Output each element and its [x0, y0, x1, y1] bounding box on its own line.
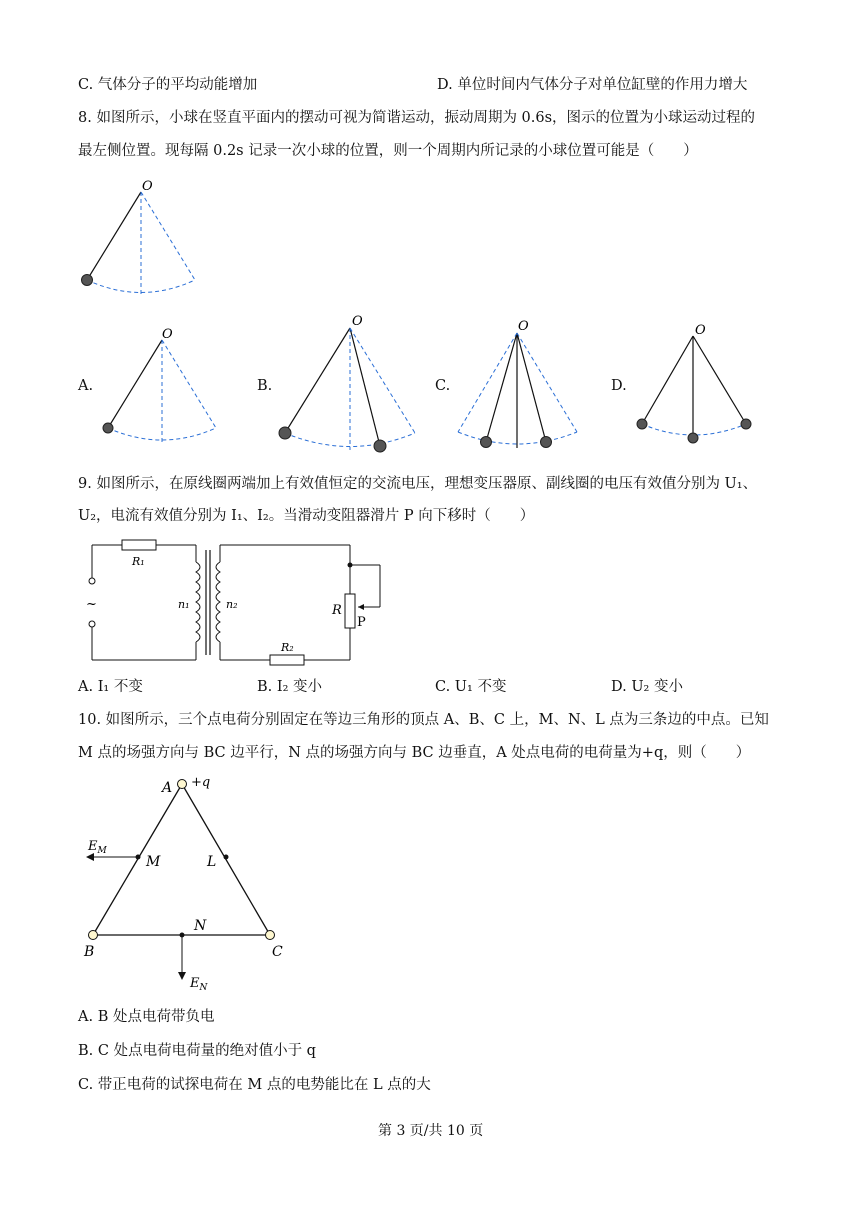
n2-label: n₂: [226, 598, 238, 611]
svg-text:O: O: [162, 327, 173, 342]
midpoint-m-label: M: [146, 854, 161, 870]
q8-option-a-label: A.: [78, 378, 94, 394]
vertex-b-label: B: [84, 944, 95, 960]
svg-text:O: O: [518, 319, 529, 334]
q10-option-a: A. B 处点电荷带负电: [78, 1009, 215, 1025]
slider-p-label: P: [357, 615, 366, 630]
field-en-label: $E_N$: [190, 976, 208, 993]
q7-option-d: D. 单位时间内气体分子对单位缸壁的作用力增大: [437, 77, 748, 93]
q8-option-c-label: C.: [435, 378, 451, 394]
ac-source-symbol: ~: [86, 597, 97, 612]
q10-option-b: B. C 处点电荷电荷量的绝对值小于 q: [78, 1043, 316, 1059]
vertex-c-label: C: [272, 944, 283, 960]
q9-option-d: D. U₂ 变小: [611, 679, 683, 695]
q8-stem-line2: 最左侧位置。现每隔 0.2s 记录一次小球的位置，则一个周期内所记录的小球位置可能是（ ）: [78, 143, 698, 159]
q9-option-b: B. I₂ 变小: [257, 679, 323, 695]
q10-option-c: C. 带正电荷的试探电荷在 M 点的电势能比在 L 点的大: [78, 1077, 431, 1093]
midpoint-n-label: N: [194, 918, 207, 934]
q9-option-a: A. I₁ 不变: [78, 679, 143, 695]
page-footer: 第 3 页/共 10 页: [378, 1123, 484, 1139]
midpoint-l-label: L: [207, 854, 217, 870]
q8-pivot-label: O: [142, 179, 153, 194]
field-em-label: $E_M$: [88, 839, 107, 856]
n1-label: n₁: [178, 598, 190, 611]
q8-option-b-label: B.: [257, 378, 273, 394]
svg-text:O: O: [695, 323, 706, 338]
q9-stem-line2: U₂，电流有效值分别为 I₁、I₂。当滑动变阻器滑片 P 向下移时（ ）: [78, 508, 535, 524]
q10-stem-line1: 10. 如图所示，三个点电荷分别固定在等边三角形的顶点 A、B、C 上，M、N、L 点为三条边的中点。已知: [78, 712, 769, 728]
charge-q-label: +q: [191, 775, 211, 790]
r1-label: R₁: [132, 555, 145, 568]
q9-stem-line1: 9. 如图所示，在原线圈两端加上有效值恒定的交流电压，理想变压器原、副线圈的电压有效值分别为 U₁、: [78, 476, 758, 492]
q9-option-c: C. U₁ 不变: [435, 679, 507, 695]
r2-label: R₂: [281, 641, 294, 654]
vertex-a-label: A: [162, 780, 173, 796]
rheostat-label: R: [332, 603, 342, 618]
svg-text:O: O: [352, 314, 363, 329]
q7-option-c: C. 气体分子的平均动能增加: [78, 77, 258, 93]
q8-stem-line1: 8. 如图所示，小球在竖直平面内的摆动可视为简谐运动，振动周期为 0.6s，图示的位置为小球运动过程的: [78, 110, 756, 126]
q8-option-d-label: D.: [611, 378, 627, 394]
q10-stem-line2: M 点的场强方向与 BC 边平行，N 点的场强方向与 BC 边垂直，A 处点电荷的电荷量为+q，则（ ）: [78, 745, 751, 761]
